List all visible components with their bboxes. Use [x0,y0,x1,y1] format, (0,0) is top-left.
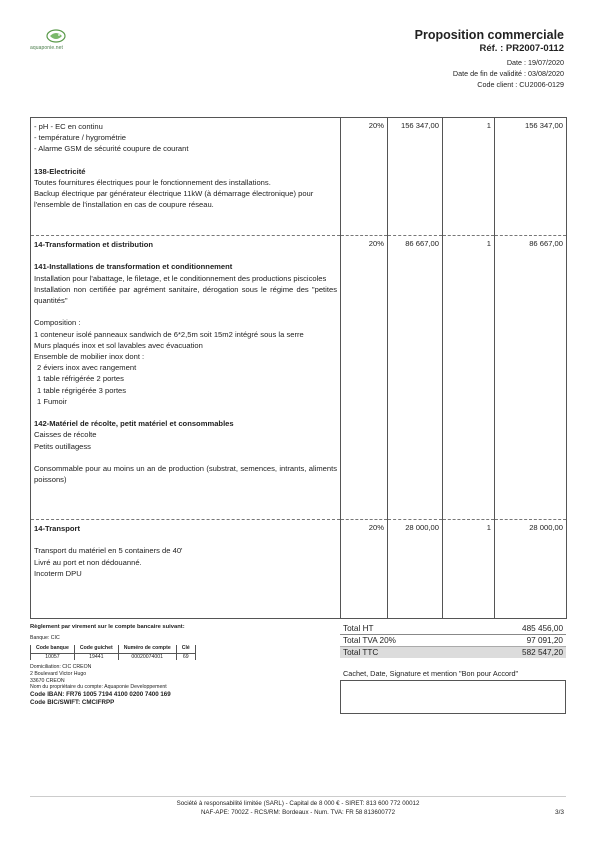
bank-domiciliation: Domiciliation: CIC CREON [30,664,92,671]
desc-line: Transport du matériel en 5 containers de 40' [34,546,183,556]
desc-line: Composition : [34,318,81,328]
document-meta [453,57,564,90]
signature-label: Cachet, Date, Signature et mention "Bon pour Accord" [343,669,519,678]
desc-line: 1 Fumoir [37,396,67,406]
section-heading: 142-Matériel de récolte, petit matériel et consommables [34,419,234,429]
item-total: 28 000,00 [495,520,567,619]
total-tva-value: 97 091,20 [466,635,566,647]
bank-title: Règlement par virement sur le compte bancaire suivant: [30,624,185,630]
fish-leaf-icon [44,28,68,44]
total-ttc-label: Total TTC [340,647,466,659]
desc-line: Livré au port et non dédouanné. [34,557,142,567]
company-logo [30,28,90,54]
document-date: Date : 19/07/2020 [506,58,564,67]
bank-address: 2 Boulevard Victor Hugo [30,670,87,677]
total-ht-value: 485 456,00 [522,624,563,633]
bank-details [30,624,270,707]
bic: Code BIC/SWIFT: CMCIFRPP [30,698,115,706]
item-qty: 1 [443,118,495,236]
bank-header: Clé [176,645,195,653]
item-description [31,236,341,520]
page-number: 3/3 [554,809,564,816]
desc-line: Caisses de récolte [34,430,97,440]
items-table [30,117,567,619]
table-row [31,236,567,520]
desc-line: Consommable pour au moins un an de production (substrat, semences, intrants, aliments poissons) [34,464,337,485]
section-heading: 141-Installations de transformation et conditionnement [34,262,233,272]
bank-header: Code banque [31,645,75,653]
desc-line: Petits outillagess [34,441,91,451]
total-tva-label: Total TVA 20% [340,635,466,647]
bank-header: Numéro de compte [118,645,176,653]
section-heading: 14-Transport [34,524,80,533]
section-heading: 14-Transformation et distribution [34,240,153,249]
item-qty: 1 [443,520,495,619]
signature-box[interactable] [340,680,566,714]
bank-value: 69 [176,653,195,660]
desc-line: - température / hygrométrie [34,133,127,143]
total-ttc-value: 582 547,20 [466,647,566,659]
desc-line: 1 conteneur isolé panneaux sandwich de 6*2,5m soit 15m2 intégré sous la serre [34,329,304,339]
document-reference: Réf. : PR2007-0112 [479,43,564,54]
iban: Code IBAN: FR76 1005 7194 4100 0200 7400 169 [30,690,171,698]
desc-line: - Alarme GSM de sécurité coupure de courant [34,144,189,154]
footer-registration: NAF-APE: 7002Z - RCS/RM: Bordeaux - Num. TVA: FR 58 813600772 [200,809,396,816]
desc-line: Backup électrique par générateur électrique 11kW (à démarrage électronique) pour l'ensemble de l'installation en cas de coupure réseau. [34,189,314,210]
footer-company-info: Société à responsabilité limitée (SARL) - Capital de 8 000 € - SIRET: 813 600 772 00012 [176,800,420,807]
item-unit-price: 28 000,00 [388,520,443,619]
desc-line: 2 éviers inox avec rangement [37,363,137,373]
desc-line: Incoterm DPU [34,568,82,578]
desc-line: Ensemble de mobilier inox dont : [34,352,145,361]
desc-line: Toutes fournitures électriques pour le fonctionnement des installations. [34,178,271,187]
desc-line: - pH - EC en continu [34,122,103,131]
desc-line: Murs plaqués inox et sol lavables avec évacuation [34,340,203,350]
desc-line: Installation non certifiée par agrément sanitaire, dérogation sous le régime des "petites quantités" [34,284,337,305]
bank-value: 10057 [31,653,75,660]
item-total: 86 667,00 [495,236,567,520]
bank-value: 00020074001 [118,653,176,660]
item-tva: 20% [341,236,388,520]
item-description [31,520,341,619]
desc-line: 1 table régrigérée 3 portes [37,385,127,395]
validity-date: Date de fin de validité : 03/08/2020 [452,69,564,78]
item-unit-price: 156 347,00 [388,118,443,236]
item-description [31,118,341,236]
item-total: 156 347,00 [495,118,567,236]
table-row [31,118,567,236]
desc-line: 1 table réfrigérée 2 portes [37,374,124,384]
item-tva: 20% [341,118,388,236]
document-title: Proposition commerciale [414,28,564,42]
footer-divider [30,796,566,797]
account-owner: Nom du propriétaire du compte: Aquaponie Developpement [30,684,167,691]
logo-text: aquaponie.net [30,45,63,51]
bank-account-table [30,645,196,660]
bank-address: 33670 CREON [30,677,65,684]
totals-table [340,623,566,658]
client-code: Code client : CU2006-0129 [477,80,564,89]
bank-header: Code guichet [74,645,118,653]
section-heading: 138-Electricité [34,166,86,176]
item-tva: 20% [341,520,388,619]
item-unit-price: 86 667,00 [388,236,443,520]
total-ht-label: Total HT [343,624,374,633]
table-row [31,520,567,619]
bank-value: 19441 [74,653,118,660]
item-qty: 1 [443,236,495,520]
desc-line: Installation pour l'abattage, le filetage, et le conditionnement des productions piscicoles [34,273,327,283]
bank-name: Banque: CIC [30,634,60,641]
